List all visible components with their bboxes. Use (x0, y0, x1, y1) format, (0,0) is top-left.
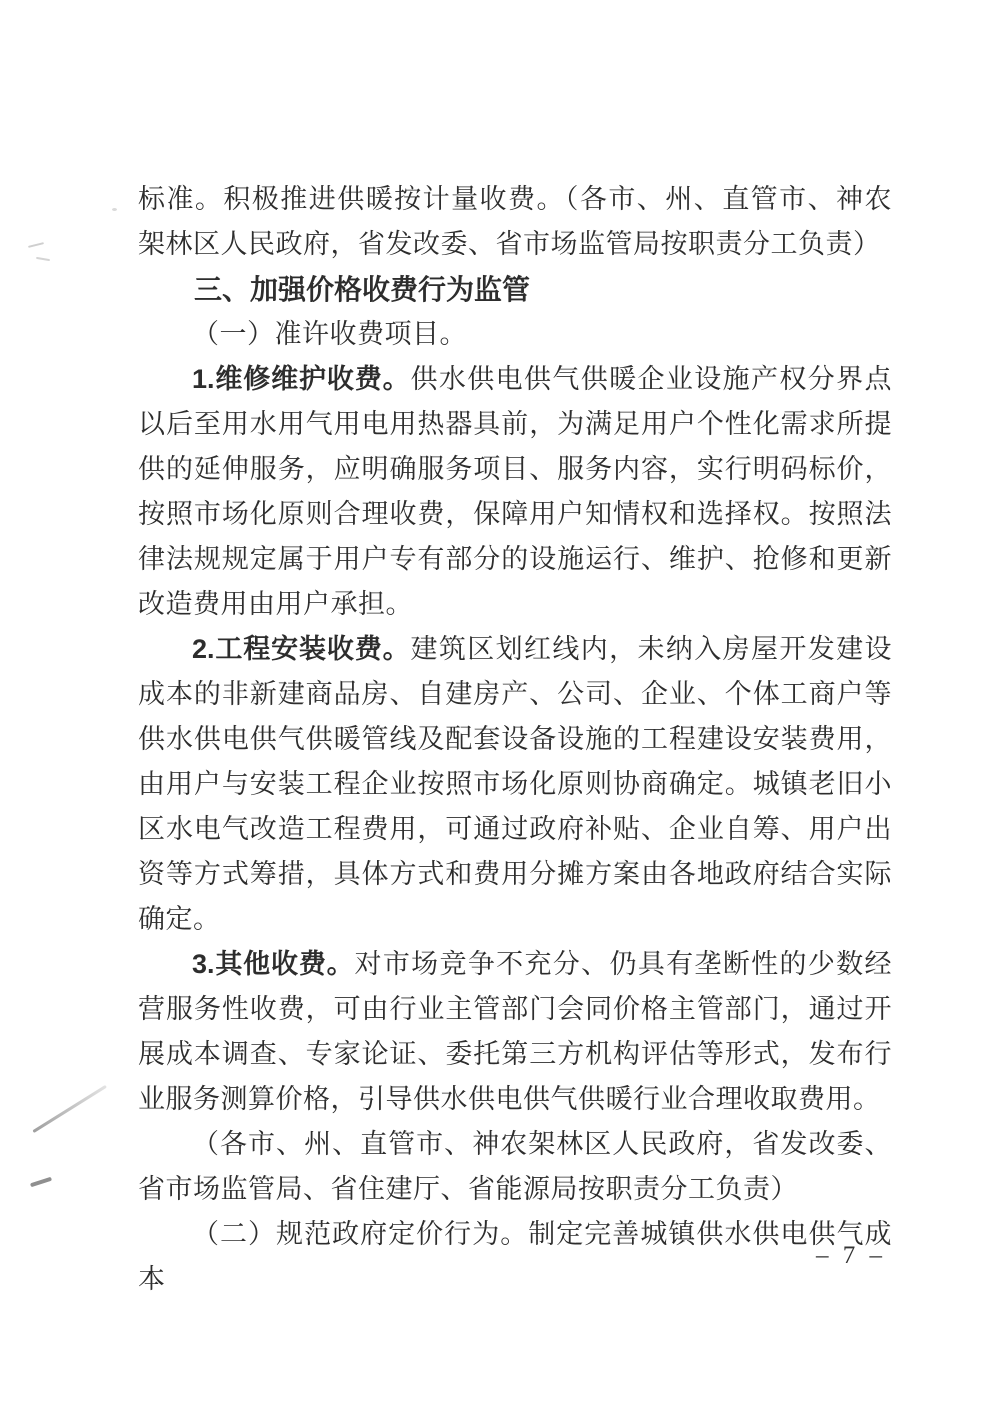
paragraph (138, 627, 892, 942)
paragraph-text: （一）准许收费项目。 (192, 319, 467, 349)
paragraph-text: 对市场竞争不充分、仍具有垄断性的少数经营服务性收费，可由行业主管部门会同价格主管部门，通过开展成本调查、专家论证、委托第三方机构评估等形式，发布行业服务测算价格，引导供水供电供气供暖行业合理收取费用。 (138, 949, 892, 1114)
page-number: – 7 – (816, 1242, 886, 1269)
bold-run-in-label: 2.工程安装收费。 (192, 634, 411, 664)
paragraph (138, 177, 892, 267)
bold-run-in-label: 三、加强价格收费行为监管 (194, 274, 531, 305)
paragraph (138, 1122, 892, 1212)
paragraph (138, 1212, 892, 1302)
scan-artifact-pencil-mark (32, 1085, 107, 1133)
paragraph-text: 建筑区划红线内，未纳入房屋开发建设成本的非新建商品房、自建房产、公司、企业、个体工商户等供水供电供气供暖管线及配套设备设施的工程建设安装费用，由用户与安装工程企业按照市场化原则协商确定。城镇老旧小区水电气改造工程费用，可通过政府补贴、企业自筹、用户出资等方式筹措，具体方式和费用分摊方案由各地政府结合实际确定。 (138, 634, 892, 934)
bold-run-in-label: 1.维修维护收费。 (192, 364, 411, 394)
document-body (138, 177, 892, 1302)
paragraph (138, 942, 892, 1122)
scan-artifact-speck (112, 208, 117, 211)
section-heading (138, 267, 892, 312)
paragraph (138, 312, 892, 357)
paragraph-text: （各市、州、直管市、神农架林区人民政府，省发改委、省市场监管局、省住建厅、省能源局按职责分工负责） (138, 1129, 892, 1204)
paragraph-text: 标准。积极推进供暖按计量收费。（各市、州、直管市、神农架林区人民政府，省发改委、省市场监管局按职责分工负责） (138, 184, 892, 259)
paragraph (138, 357, 892, 627)
scan-artifact-pencil-mark (30, 1177, 52, 1188)
scan-artifact-tick (28, 242, 44, 248)
paragraph-text: 供水供电供气供暖企业设施产权分界点以后至用水用气用电用热器具前，为满足用户个性化需求所提供的延伸服务，应明确服务项目、服务内容，实行明码标价，按照市场化原则合理收费，保障用户知情权和选择权。按照法律法规规定属于用户专有部分的设施运行、维护、抢修和更新改造费用由用户承担。 (138, 364, 892, 619)
bold-run-in-label: 3.其他收费。 (192, 949, 355, 979)
paragraph-text: （二）规范政府定价行为。制定完善城镇供水供电供气成本 (138, 1219, 892, 1294)
scan-artifact-tick (36, 257, 50, 261)
